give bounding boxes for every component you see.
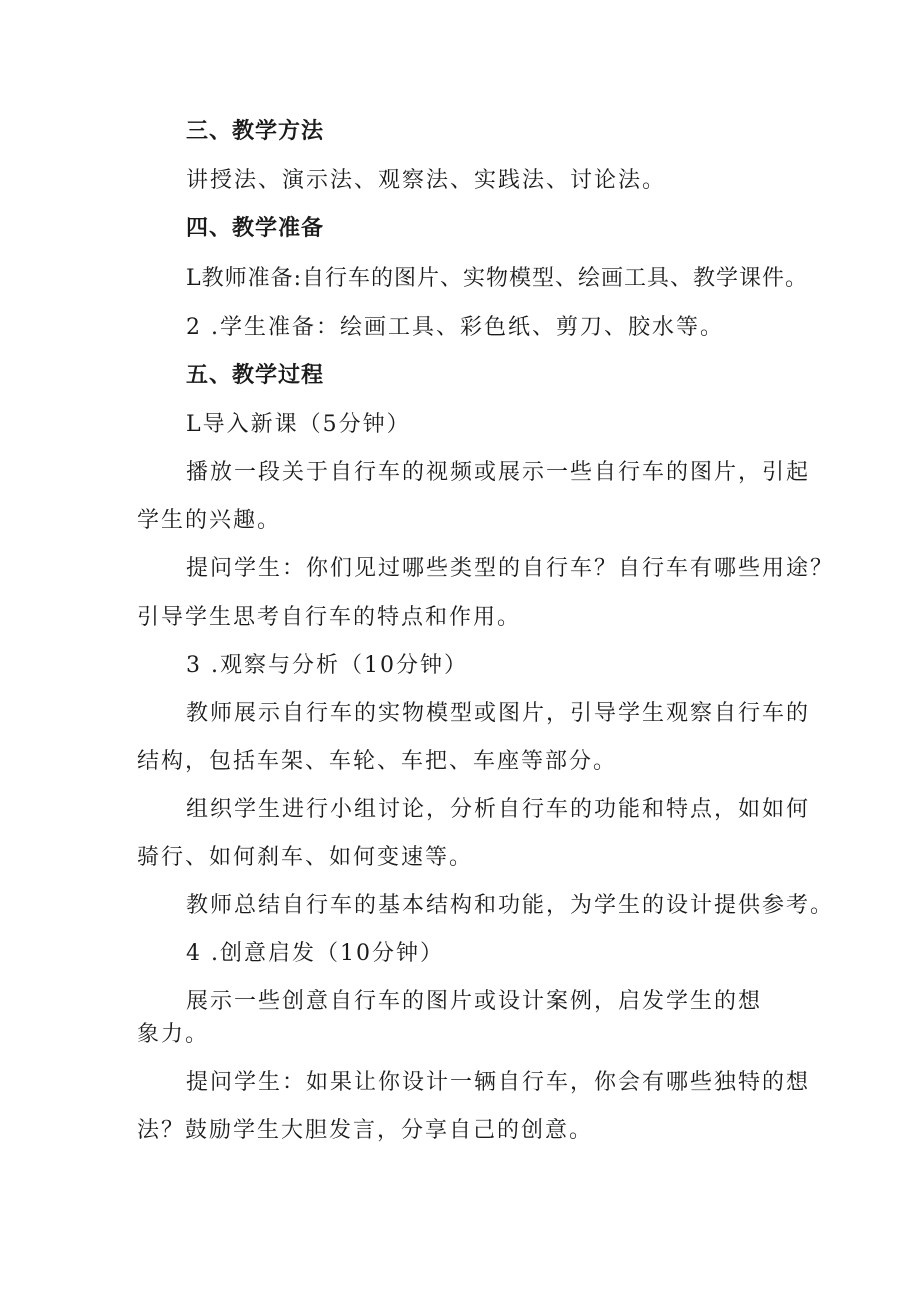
step3-title: 3 .观察与分析（10分钟） bbox=[186, 653, 468, 678]
step4-paragraph1-line1: 展示一些创意自行车的图片或设计案例，启发学生的想 bbox=[186, 989, 763, 1014]
step3-paragraph2-line1: 组织学生进行小组讨论，分析自行车的功能和特点，如如何 bbox=[186, 797, 811, 822]
step1-paragraph1-line2: 学生的兴趣。 bbox=[137, 508, 282, 533]
student-preparation-text: 2 .学生准备：绘画工具、彩色纸、剪刀、胶水等。 bbox=[186, 315, 724, 340]
step4-paragraph1-line2: 象力。 bbox=[137, 1022, 210, 1047]
step3-paragraph1-line2: 结构，包括车架、车轮、车把、车座等部分。 bbox=[137, 749, 618, 774]
step1-paragraph2-line1: 提问学生：你们见过哪些类型的自行车？自行车有哪些用途？ bbox=[186, 556, 835, 581]
teacher-preparation-text: L教师准备:自行车的图片、实物模型、绘画工具、教学课件。 bbox=[186, 266, 809, 291]
section-heading-teaching-preparation: 四、教学准备 bbox=[186, 216, 325, 241]
section-heading-teaching-methods: 三、教学方法 bbox=[186, 119, 325, 144]
step4-paragraph2-line2: 法？鼓励学生大胆发言，分享自己的创意。 bbox=[137, 1118, 594, 1143]
step4-paragraph2-line1: 提问学生：如果让你设计一辆自行车，你会有哪些独特的想 bbox=[186, 1070, 811, 1095]
teaching-methods-text: 讲授法、演示法、观察法、实践法、讨论法。 bbox=[186, 168, 667, 193]
section-heading-teaching-process: 五、教学过程 bbox=[186, 363, 325, 388]
step3-paragraph3-line1: 教师总结自行车的基本结构和功能，为学生的设计提供参考。 bbox=[186, 893, 835, 918]
step1-paragraph1-line1: 播放一段关于自行车的视频或展示一些自行车的图片，引起 bbox=[186, 460, 811, 485]
step3-paragraph1-line1: 教师展示自行车的实物模型或图片，引导学生观察自行车的 bbox=[186, 701, 811, 726]
step1-title: L导入新课（5分钟） bbox=[186, 412, 411, 437]
step3-paragraph2-line2: 骑行、如何刹车、如何变速等。 bbox=[137, 845, 474, 870]
step1-paragraph2-line2: 引导学生思考自行车的特点和作用。 bbox=[137, 605, 522, 630]
step4-title: 4 .创意启发（10分钟） bbox=[186, 941, 444, 966]
